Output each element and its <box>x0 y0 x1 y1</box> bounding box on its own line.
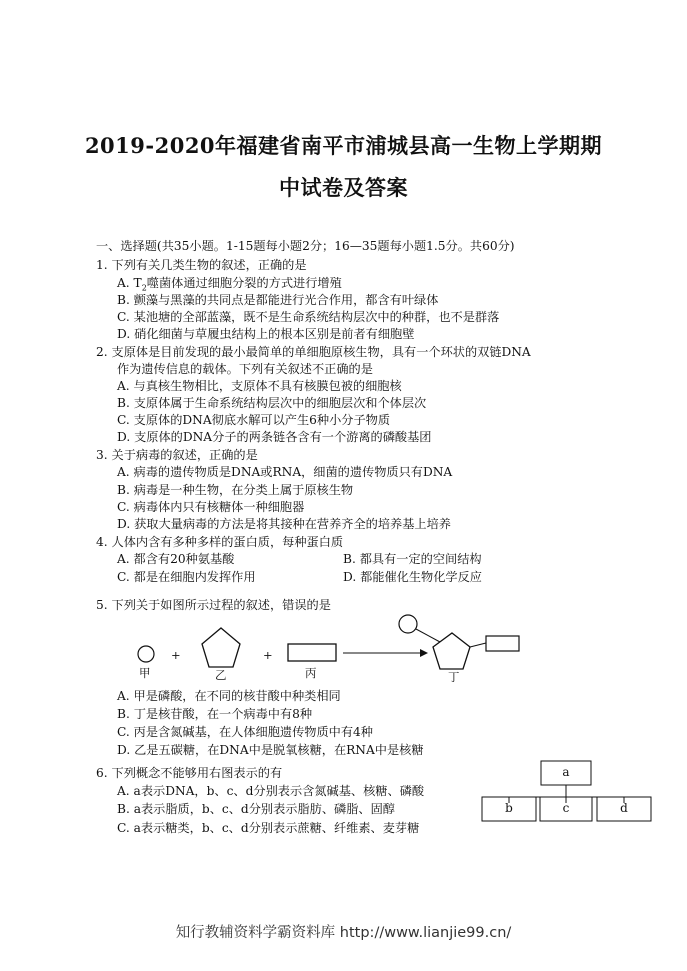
label-jia: 甲 <box>139 666 151 680</box>
question-1-option-d: D. 硝化细菌与草履虫结构上的根本区别是前者有细胞壁 <box>117 327 415 341</box>
label-ding: 丁 <box>448 670 460 684</box>
question-2-stem-line-1: 2. 支原体是目前发现的最小最简单的单细胞原核生物，具有一个环状的双链DNA <box>96 345 531 359</box>
question-5-stem: 5. 下列关于如图所示过程的叙述，错误的是 <box>96 598 331 612</box>
concept-label-d: d <box>620 801 628 815</box>
question-2-option-c: C. 支原体的DNA彻底水解可以产生6种小分子物质 <box>117 413 391 427</box>
option-a-prefix: A. T <box>117 276 142 290</box>
question-6-option-c: C. a表示糖类，b、c、d分别表示蔗糖、纤维素、麦芽糖 <box>117 821 420 835</box>
question-4-option-b: B. 都具有一定的空间结构 <box>343 552 482 566</box>
question-1-stem: 1. 下列有关几类生物的叙述，正确的是 <box>96 258 307 272</box>
question-1-option-c: C. 某池塘的全部蓝藻，既不是生命系统结构层次中的种群，也不是群落 <box>117 310 500 324</box>
question-4-stem: 4. 人体内含有多种多样的蛋白质，每种蛋白质 <box>96 535 344 549</box>
concept-label-c: c <box>562 801 570 815</box>
question-3-option-b: B. 病毒是一种生物，在分类上属于原核生物 <box>117 483 354 497</box>
plus-sign-1: + <box>171 648 181 662</box>
question-3-option-a: A. 病毒的遗传物质是DNA或RNA，细菌的遗传物质只有DNA <box>117 465 453 479</box>
question-2-option-b: B. 支原体属于生命系统结构层次中的细胞层次和个体层次 <box>117 396 427 410</box>
question-5-option-a: A. 甲是磷酸，在不同的核苷酸中种类相同 <box>117 689 341 703</box>
question-4-option-d: D. 都能催化生物化学反应 <box>343 570 482 584</box>
question-1-option-b: B. 颤藻与黑藻的共同点是都能进行光合作用，都含有叶绿体 <box>117 293 439 307</box>
question-4-option-a: A. 都含有20种氨基酸 <box>117 552 235 566</box>
label-bing: 丙 <box>305 666 317 680</box>
question-5-option-d: D. 乙是五碳糖，在DNA中是脱氧核糖，在RNA中是核糖 <box>117 743 424 757</box>
pentose-pentagon-shape <box>202 628 240 667</box>
question-6-option-b: B. a表示脂质，b、c、d分别表示脂肪、磷脂、固醇 <box>117 802 395 816</box>
footer-watermark: 知行教辅资料学霸资料库 http://www.lianjie99.cn/ <box>175 925 512 941</box>
label-yi: 乙 <box>215 668 227 682</box>
concept-label-b: b <box>505 801 513 815</box>
phosphate-circle-shape <box>138 646 154 662</box>
nucleotide-phosphate-circle <box>399 615 417 633</box>
concept-label-a: a <box>562 765 570 779</box>
plus-sign-2: + <box>263 648 273 662</box>
question-5-option-b: B. 丁是核苷酸，在一个病毒中有8种 <box>117 707 313 721</box>
nucleotide-base-bond-line <box>470 643 486 647</box>
question-6-stem: 6. 下列概念不能够用右图表示的有 <box>96 766 283 780</box>
subscript: 2 <box>141 283 147 293</box>
question-2-option-a: A. 与真核生物相比，支原体不具有核膜包被的细胞核 <box>117 379 402 393</box>
section-heading: 一、选择题(共35小题。1-15题每小题2分；16—35题每小题1.5分。共60分) <box>96 239 515 253</box>
base-rectangle-shape <box>288 644 336 661</box>
question-6-option-a: A. a表示DNA，b、c、d分别表示含氮碱基、核糖、磷酸 <box>117 784 425 798</box>
question-2-stem-line-2: 作为遗传信息的载体。下列有关叙述不正确的是 <box>117 362 373 376</box>
nucleotide-base-rect <box>486 636 519 651</box>
option-a-text: 噬菌体通过细胞分裂的方式进行增殖 <box>146 276 342 290</box>
nucleotide-pentagon-shape <box>433 633 470 669</box>
question-5-option-c: C. 丙是含氮碱基，在人体细胞遗传物质中有4种 <box>117 725 373 739</box>
question-2-option-d: D. 支原体的DNA分子的两条链各含有一个游离的磷酸基团 <box>117 430 432 444</box>
question-3-option-d: D. 获取大量病毒的方法是将其接种在营养齐全的培养基上培养 <box>117 517 451 531</box>
question-3-option-c: C. 病毒体内只有核糖体一种细胞器 <box>117 500 305 514</box>
page-title-line-1: 2019-2020年福建省南平市浦城县高一生物上学期期 <box>84 133 603 158</box>
question-3-stem: 3. 关于病毒的叙述，正确的是 <box>96 448 258 462</box>
reaction-arrowhead-shape <box>420 649 428 657</box>
page-title-line-2: 中试卷及答案 <box>279 175 408 200</box>
question-4-option-c: C. 都是在细胞内发挥作用 <box>117 570 256 584</box>
nucleotide-bond-line <box>416 629 440 642</box>
